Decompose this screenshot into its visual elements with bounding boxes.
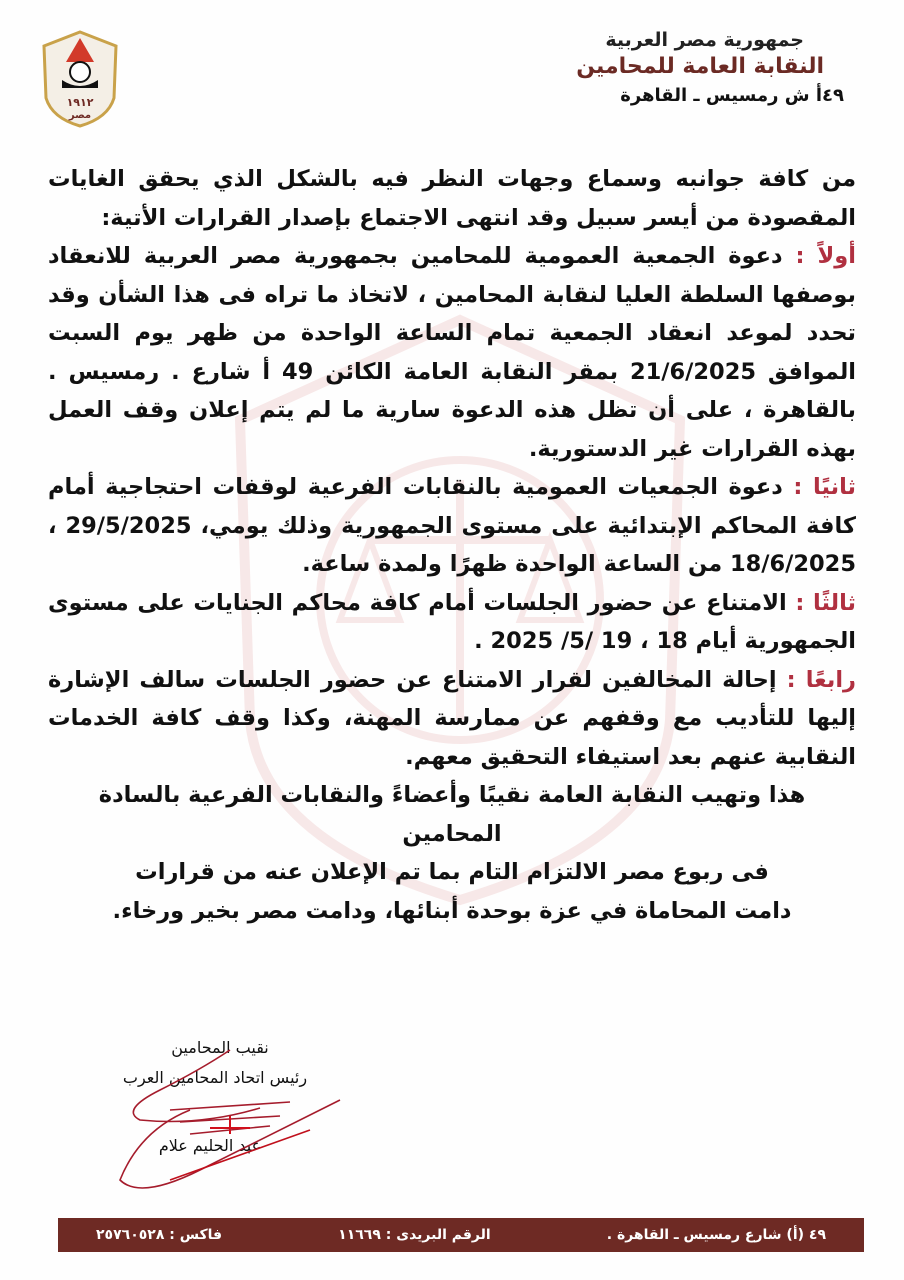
decision-label: ثانيًا : xyxy=(793,474,856,500)
decision-label: أولاً : xyxy=(795,243,856,269)
handwritten-signature-icon xyxy=(80,1030,350,1200)
closing-statement xyxy=(48,776,856,930)
letterhead xyxy=(544,28,844,110)
signatory-subtitle: رئيس اتحاد المحامين العرب xyxy=(122,1068,308,1087)
footer-bar xyxy=(58,1218,864,1252)
footer-address: ٤٩ (أ) شارع رمسيس ـ القاهرة . xyxy=(606,1227,826,1243)
decision-1 xyxy=(48,237,856,468)
decision-label: رابعًا : xyxy=(786,666,856,693)
decision-text: الامتناع عن حضور الجلسات أمام كافة محاكم الجنايات على مستوى الجمهورية أيام 18 ، 19 /5/ 2025 . xyxy=(48,589,856,654)
footer-fax: فاكس : ٢٥٧٦٠٥٢٨ xyxy=(96,1227,223,1243)
decision-text: دعوة الجمعيات العمومية بالنقابات الفرعية لوقفات احتجاجية أمام كافة المحاكم الإبتدائية على مستوى الجمهورية وذلك يومي، 29/5/2025 ، 18/6/2025 من الساعة الواحدة ظهرًا ولمدة ساعة. xyxy=(48,474,856,577)
svg-text:١٩١٢: ١٩١٢ xyxy=(66,96,94,109)
country-name: جمهورية مصر العربية xyxy=(605,29,804,51)
organization-name: النقابة العامة للمحامين xyxy=(576,54,824,79)
closing-line: دامت المحاماة في عزة بوحدة أبنائها، ودامت مصر بخير ورخاء. xyxy=(112,897,792,924)
intro-paragraph: من كافة جوانبه وسماع وجهات النظر فيه بالشكل الذي يحقق الغايات المقصودة من أيسر سبيل وقد انتهى الاجتماع بإصدار القرارات الأتية: xyxy=(48,166,856,231)
syndicate-logo-icon xyxy=(38,28,122,128)
svg-text:مصر: مصر xyxy=(68,110,92,121)
decision-text: دعوة الجمعية العمومية للمحامين بجمهورية مصر العربية للانعقاد بوصفها السلطة العليا لنقابة المحامين ، لاتخاذ ما تراه فى هذا الشأن وقد تحدد لموعد انعقاد الجمعية تمام الساعة الواحدة من ظهر يوم السبت الموافق 21/6/2025 بمقر النقابة العامة الكائن 49 أ شارع . رمسيس . بالقاهرة ، على أن تظل هذه الدعوة سارية ما لم يتم إعلان وقف العمل بهذه القرارات غير الدستورية. xyxy=(48,243,857,462)
signature-block xyxy=(80,1030,350,1200)
decision-text: إحالة المخالفين لقرار الامتناع عن حضور الجلسات سالف الإشارة إليها للتأديب مع وقفهم عن ممارسة المهنة، وكذا وقف كافة الخدمات النقابية عنهم بعد استيفاء التحقيق معهم. xyxy=(48,666,856,770)
closing-line: هذا وتهيب النقابة العامة نقيبًا وأعضاءً والنقابات الفرعية بالسادة المحامين xyxy=(98,782,806,847)
decision-4 xyxy=(48,661,856,777)
letter-body xyxy=(48,160,856,930)
decision-label: ثالثًا : xyxy=(795,589,856,616)
header-address: ٤٩أ ش رمسيس ـ القاهرة xyxy=(620,85,844,106)
decision-3 xyxy=(48,584,856,661)
decision-2 xyxy=(48,468,856,584)
footer-postal-code: الرقم البريدى : ١١٦٦٩ xyxy=(338,1227,491,1243)
closing-line: فى ربوع مصر الالتزام التام بما تم الإعلان عنه من قرارات xyxy=(135,859,769,885)
signatory-name: عبد الحليم علام xyxy=(158,1136,262,1155)
signatory-title: نقيب المحامين xyxy=(171,1038,269,1057)
